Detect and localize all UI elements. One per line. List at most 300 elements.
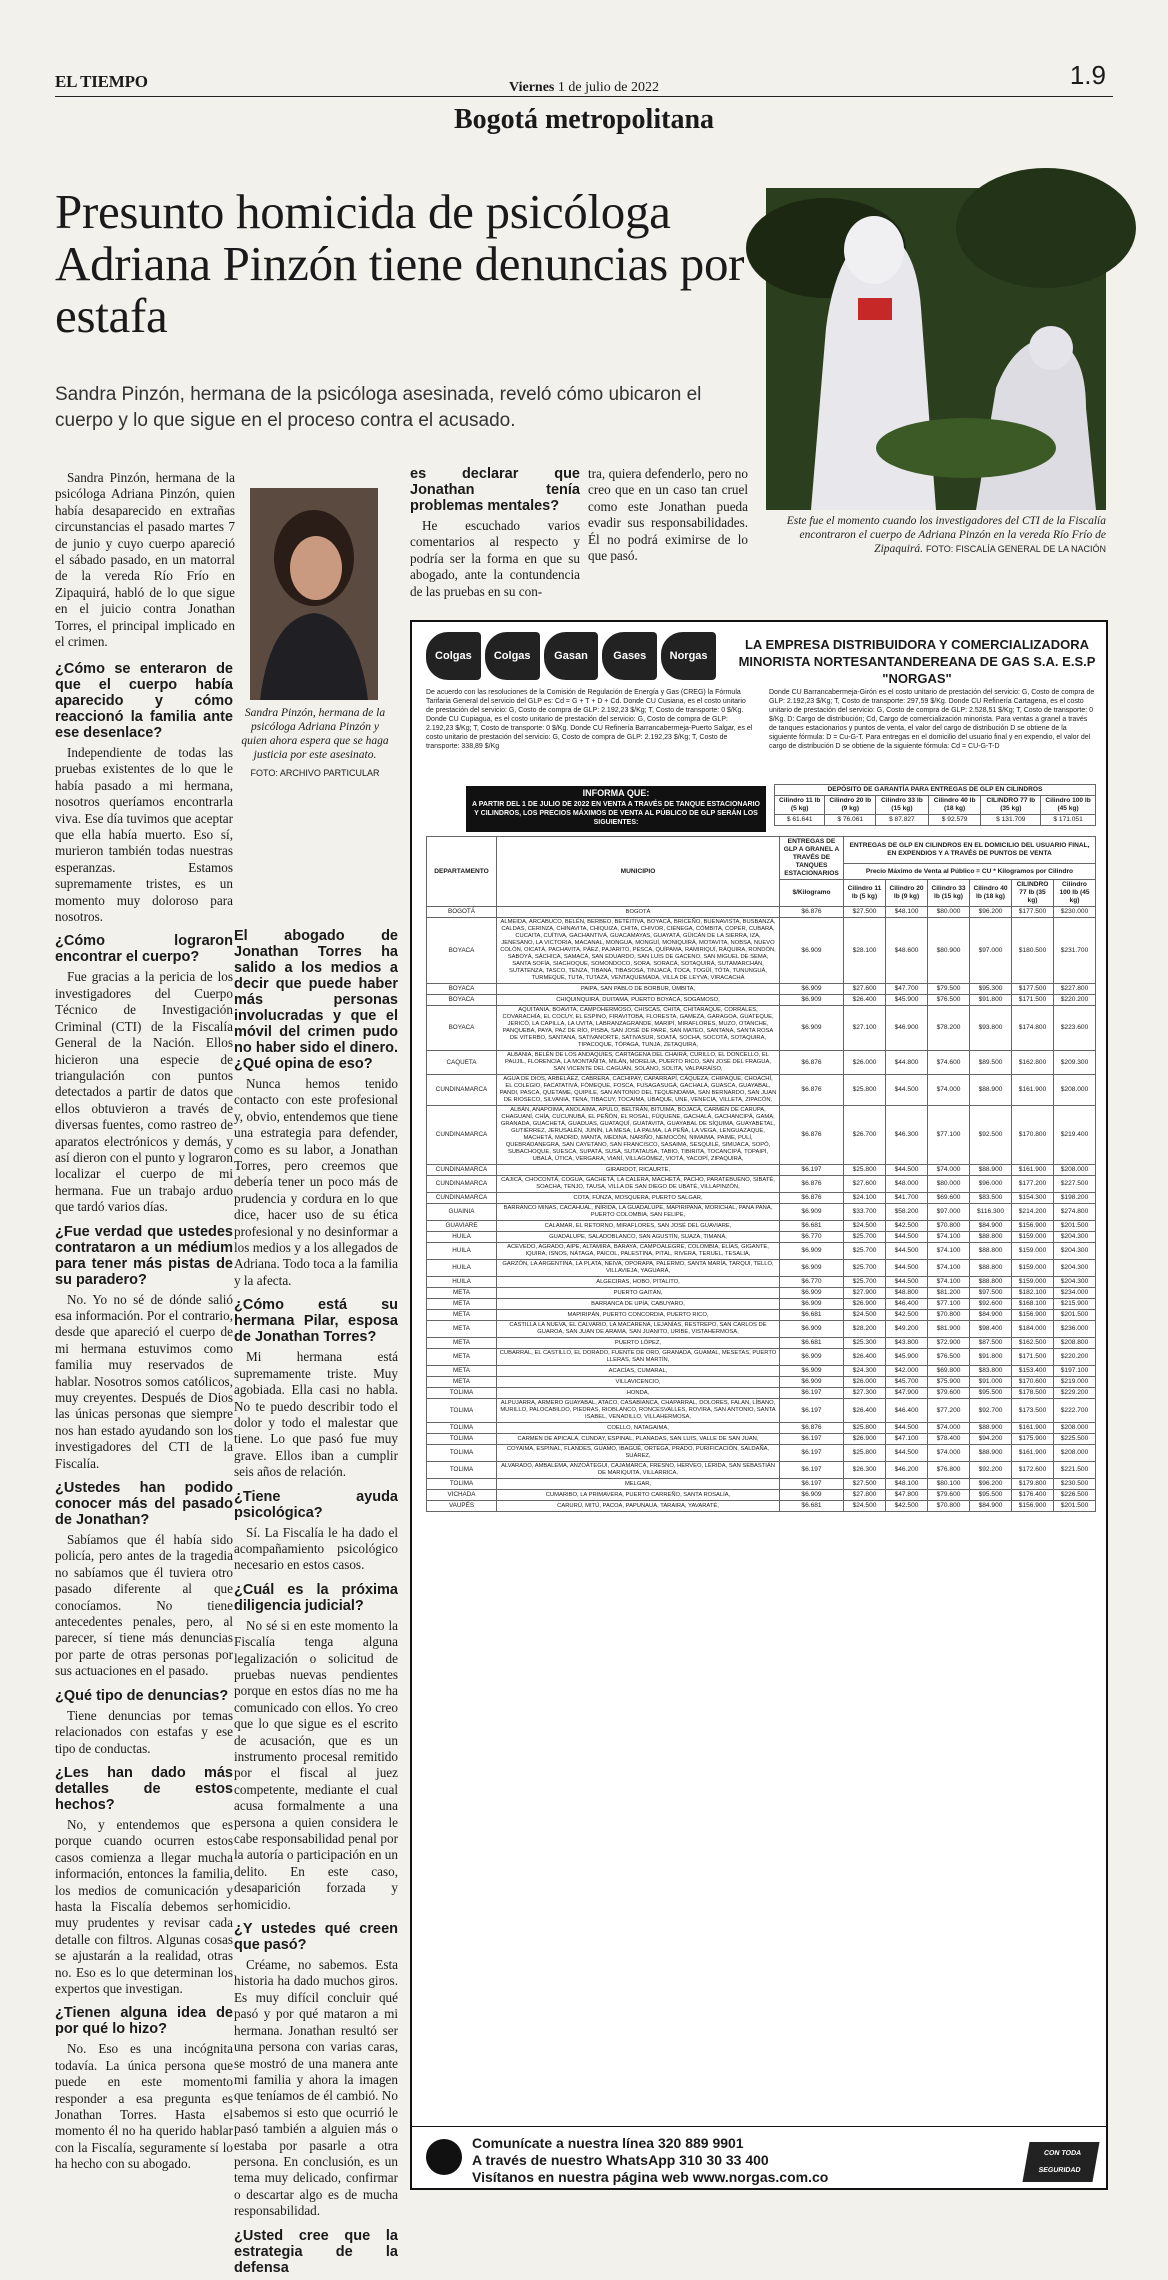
- question: ¿Fue verdad que ustedes contrataron a un médium para tener más pistas de su paradero?: [55, 1223, 233, 1288]
- table-row: [427, 1366, 1096, 1377]
- company-logo: Gases: [602, 632, 657, 680]
- price: $229.200: [1054, 1388, 1096, 1399]
- price: $80.000: [928, 907, 970, 918]
- municipalities: CAJICÁ, CHOCONTÁ, COGUA, GACHETÁ, LA CALERA, MACHETÁ, PACHO, PARATEBUENO, SIBATÉ, SOACHA, TENJO, TAUSA, VILLA DE SAN DIEGO DE UBATÉ, VILLAPINZÓN,: [497, 1176, 780, 1193]
- price: $97.000: [928, 1204, 970, 1221]
- municipality-header: MUNICIPIO: [497, 837, 780, 907]
- article-column-4: [588, 466, 748, 572]
- price: $26.400: [844, 995, 886, 1006]
- price: $72.900: [928, 1338, 970, 1349]
- municipalities: COYAIMA, ESPINAL, FLANDES, GUAMO, IBAGUÉ, ORTEGA, PRADO, PURIFICACIÓN, SALDAÑA, SUÁREZ,: [497, 1445, 780, 1462]
- price: $77.200: [928, 1399, 970, 1423]
- table-row: [427, 1193, 1096, 1204]
- section-title: Bogotá metropolitana: [453, 104, 715, 135]
- price: $162.800: [1012, 1051, 1054, 1075]
- department: TOLIMA: [427, 1399, 497, 1423]
- price: $74.100: [928, 1232, 970, 1243]
- price: $161.900: [1012, 1165, 1054, 1176]
- price: $6.909: [780, 1349, 844, 1366]
- deposit-value: $ 87.827: [876, 815, 929, 826]
- table-row: [427, 1321, 1096, 1338]
- price: $42.500: [886, 1221, 928, 1232]
- price: $87.500: [970, 1338, 1012, 1349]
- department: CUNDINAMARCA: [427, 1106, 497, 1165]
- department: BOYACA: [427, 918, 497, 984]
- price: $76.500: [928, 995, 970, 1006]
- price: $33.700: [844, 1204, 886, 1221]
- price: $177.200: [1012, 1176, 1054, 1193]
- price: $25.800: [844, 1423, 886, 1434]
- price: $236.000: [1054, 1321, 1096, 1338]
- municipalities: BOGOTÁ: [497, 907, 780, 918]
- price: $6.770: [780, 1232, 844, 1243]
- price: $96.200: [970, 907, 1012, 918]
- cylinder-size-header: Cilindro 40 lb (18 kg): [970, 880, 1012, 907]
- question: es declarar que Jonathan tenía problemas mentales?: [410, 466, 580, 514]
- question: ¿Cómo se enteraron de que el cuerpo había aparecido y cómo reaccionó la familia ante ese desenlace?: [55, 661, 233, 741]
- tariff-text-right: Donde CU Barrancabermeja-Girón es el costo unitario de prestación del servicio: G, Costo de compra de GLP: 2.192,23 $/Kg; T, Costo de transporte: 297,59 $/Kg. Donde CU Refinería Cartagena, es el costo unitario de prestación del servicio: G, Costo de compra de GLP: 2.528,51 $/Kg; T, Costo de transporte: 0 $/Kg. D: Cargo de distribución; Cd, Cargo de comercialización minorista. Para ventas a granel a través de tanques estacionarios y puntos de venta, el valor del cargo de distribución D se obtiene de la siguiente fórmula: D = Cu-G-T. Para entregas en el domicilio del usuario final y en expendio, el valor del cargo de distribución D se obtiene de la siguiente fórmula: Cd = CU-G-T-D: [769, 689, 1095, 750]
- price: $274.800: [1054, 1204, 1096, 1221]
- deposit-value: $ 171.051: [1041, 815, 1096, 826]
- deposit-header: Cilindro 100 lb (45 kg): [1041, 796, 1096, 815]
- price: $84.900: [970, 1221, 1012, 1232]
- price: $74.100: [928, 1260, 970, 1277]
- price: $45.900: [886, 1349, 928, 1366]
- price: $92.500: [970, 1106, 1012, 1165]
- price: $220.200: [1054, 995, 1096, 1006]
- price: $182.100: [1012, 1288, 1054, 1299]
- price: $6.909: [780, 918, 844, 984]
- price: $201.500: [1054, 1501, 1096, 1512]
- department: META: [427, 1349, 497, 1366]
- price: $92.600: [970, 1299, 1012, 1310]
- deposit-header: Cilindro 20 lb (9 kg): [825, 796, 876, 815]
- price: $74.000: [928, 1165, 970, 1176]
- price: $47.900: [886, 1388, 928, 1399]
- department: HUILA: [427, 1243, 497, 1260]
- price: $44.500: [886, 1260, 928, 1277]
- price: $80.100: [928, 1479, 970, 1490]
- municipalities: CALAMAR, EL RETORNO, MIRAFLORES, SAN JOSÉ DEL GUAVIARE,: [497, 1221, 780, 1232]
- price: $92.700: [970, 1399, 1012, 1423]
- price: $46.900: [886, 1006, 928, 1051]
- phone-icon: [426, 2139, 462, 2175]
- answer: No. Eso es una incógnita todavía. La única persona que puede en este momento responder a esa pregunta es Jonathan Torres. Hasta el momento él no ha querido hablar con la Fiscalía, seguramente sí lo ha hecho con su abogado.: [55, 2041, 233, 2172]
- table-row: [427, 1299, 1096, 1310]
- price: $198.200: [1054, 1193, 1096, 1204]
- price: $25.800: [844, 1165, 886, 1176]
- price: $208.000: [1054, 1165, 1096, 1176]
- department: TOLIMA: [427, 1434, 497, 1445]
- price: $44.500: [886, 1075, 928, 1106]
- cylinder-size-header: Cilindro 11 lb (5 kg): [844, 880, 886, 907]
- price: $43.800: [886, 1338, 928, 1349]
- price: $97.000: [970, 918, 1012, 984]
- safety-seal: CON TODA SEGURIDAD: [1022, 2142, 1099, 2182]
- municipalities: COTA, FÚNZA, MOSQUERA, PUERTO SALGAR,: [497, 1193, 780, 1204]
- municipalities: AGUA DE DIOS, ARBELÁEZ, CABRERA, CACHIPAY, CAPARRAPÍ, CÁQUEZA, CHIPAQUE, CHOACHÍ, EL COLEGIO, FACATATIVÁ, FÓMEQUE, FOSCA, FUSAGASUGÁ, GACHALÁ, GUASCA, GUAYABAL, PANDI, PASCA, QUETAME, QUIPILE, SAN ANTONIO DEL TEQUENDAMA, SAN BERNARDO, SAN JUAN DE RIOSECO, SILVANIA, TENA, TIBACUY, TOCAIMA, UBAQUE, UNE, VENECIA, VILLETA, ZIPACÓN,: [497, 1075, 780, 1106]
- price: $25.700: [844, 1260, 886, 1277]
- deposit-header: Cilindro 40 lb (18 kg): [928, 796, 981, 815]
- price: $44.500: [886, 1423, 928, 1434]
- price: $76.800: [928, 1462, 970, 1479]
- dept-header: DEPARTAMENTO: [427, 837, 497, 907]
- answer: He escuchado varios comentarios al respecto y podría ser la forma en que su abogado, ante la contundencia de las pruebas en su con-: [410, 518, 580, 599]
- municipalities: VILLAVICENCIO,: [497, 1377, 780, 1388]
- department: GUAVIARE: [427, 1221, 497, 1232]
- price: $156.900: [1012, 1310, 1054, 1321]
- deposit-table: [774, 784, 1096, 826]
- price: $6.909: [780, 1366, 844, 1377]
- price: $95.500: [970, 1388, 1012, 1399]
- deposit-header: Cilindro 11 lb (5 kg): [775, 796, 825, 815]
- price-table: [426, 836, 1096, 1512]
- tariff-formula: [426, 688, 1096, 751]
- department: TOLIMA: [427, 1445, 497, 1462]
- municipalities: CUMARIBO, LA PRIMAVERA, PUERTO CARREÑO, SANTA ROSALÍA,: [497, 1490, 780, 1501]
- municipalities: CASTILLA LA NUEVA, EL CALVARIO, LA MACARENA, LEJANÍAS, RESTREPO, SAN CARLOS DE GUAROA, SAN JUAN DE ARAMA, SAN JUANITO, URIBE, VISTAHERMOSA,: [497, 1321, 780, 1338]
- price: $91.800: [970, 1349, 1012, 1366]
- price: $222.700: [1054, 1399, 1096, 1423]
- price: $171.500: [1012, 1349, 1054, 1366]
- municipalities: ALMEIDA, ARCABUCO, BELÉN, BERBEO, BETÉITIVA, BOYACÁ, BRICEÑO, BUENAVISTA, BUSBANZÁ, CALDAS, CERINZA, CHINAVITA, CHIQUIZA, CHITA, CHIVOR, CIÉNEGA, CÓMBITA, COPER, CUBARÁ, CUCAITA, CUÍTIVA, GACHANTIVÁ, GUACAMAYAS, GUAYATÁ, GÜICÁN DE LA SIERRA, IZA, JENESANO, LA VICTORIA, MACANAL, MONGUA, MONGUÍ, MONIQUIRÁ, MOTAVITA, NOBSA, NUEVO COLÓN, OICATÁ, PACHAVITA, PÁEZ, PAJARITO, PESCA, QUÍPAMA, RAMIRIQUÍ, RÁQUIRA, RONDÓN, SABOYÁ, SÁCHICA, SAMACÁ, SAN EDUARDO, SAN LUIS DE GACENO, SAN MIGUEL DE SEMA, SANTA SOFÍA, SIACHOQUE, SOMONDOCO, SORA, SORACÁ, SOTAQUIRÁ, SUTAMARCHÁN, SUTATENZA, TASCO, TENZA, TIBANÁ, TIBASOSA, TINJACÁ, TOCA, TOGÜÍ, TÓTA, TUNUNGUÁ, TURMEQUÉ, TUTA, TUTAZÁ, VENTAQUEMADA, VILLA DE LEYVA, VIRACACHÁ: [497, 918, 780, 984]
- question: ¿Ustedes han podido conocer más del pasado de Jonathan?: [55, 1480, 233, 1529]
- price: $25.800: [844, 1075, 886, 1106]
- price: $42.500: [886, 1501, 928, 1512]
- table-row: [427, 1434, 1096, 1445]
- price: $81.900: [928, 1321, 970, 1338]
- municipalities: HONDA,: [497, 1388, 780, 1399]
- masthead: EL TIEMPO: [55, 72, 148, 91]
- price: $26.300: [844, 1462, 886, 1479]
- price: $208.000: [1054, 1423, 1096, 1434]
- price: $25.700: [844, 1277, 886, 1288]
- table-row: [427, 1260, 1096, 1277]
- question: ¿Tienen alguna idea de por qué lo hizo?: [55, 2005, 233, 2038]
- price: $25.300: [844, 1338, 886, 1349]
- bulk-unit: $/Kilogramo: [780, 880, 844, 907]
- price: $27.800: [844, 1490, 886, 1501]
- municipalities: GUADALUPE, SALADOBLANCO, SAN AGUSTÍN, SUAZA, TIMANÁ,: [497, 1232, 780, 1243]
- company-logo: Norgas: [661, 632, 716, 680]
- cylinder-size-header: Cilindro 100 lb (45 kg): [1054, 880, 1096, 907]
- price: $95.500: [970, 1490, 1012, 1501]
- price: $97.500: [970, 1288, 1012, 1299]
- answer: Tiene denuncias por temas relacionados con estafas y ese tipo de conductas.: [55, 1707, 233, 1756]
- table-row: [427, 995, 1096, 1006]
- price: $24.100: [844, 1193, 886, 1204]
- table-row: [427, 1204, 1096, 1221]
- price: $26.900: [844, 1434, 886, 1445]
- price: $27.600: [844, 1176, 886, 1193]
- table-row: [427, 1388, 1096, 1399]
- price: $6.876: [780, 1106, 844, 1165]
- price: $6.909: [780, 1243, 844, 1260]
- price: $88.800: [970, 1243, 1012, 1260]
- ad-title: LA EMPRESA DISTRIBUIDORA Y COMERCIALIZADORA MINORISTA NORTESANTANDEREANA DE GAS S.A. E.S.P "NORGAS": [738, 637, 1096, 686]
- table-row: [427, 1232, 1096, 1243]
- price: $25.700: [844, 1232, 886, 1243]
- price: $6.909: [780, 1321, 844, 1338]
- price: $214.200: [1012, 1204, 1054, 1221]
- table-row: [427, 984, 1096, 995]
- company-logo: Gasan: [544, 632, 599, 680]
- municipalities: CHIQUINQUIRÁ, DUITAMA, PUERTO BOYACÁ, SOGAMOSO,: [497, 995, 780, 1006]
- price: $76.500: [928, 1349, 970, 1366]
- department: META: [427, 1366, 497, 1377]
- price: $161.900: [1012, 1445, 1054, 1462]
- price: $44.500: [886, 1243, 928, 1260]
- price: $48.600: [886, 918, 928, 984]
- price: $98.400: [970, 1321, 1012, 1338]
- price: $6.909: [780, 1288, 844, 1299]
- headline: Presunto homicida de psicóloga Adriana Pinzón tiene denuncias por estafa: [55, 184, 745, 343]
- question: ¿Les han dado más detalles de estos hechos?: [55, 1764, 233, 1813]
- table-row: [427, 1501, 1096, 1512]
- price: $46.300: [886, 1106, 928, 1165]
- price: $227.800: [1054, 984, 1096, 995]
- municipalities: ALPUJARRA, ARMERO GUAYABAL, ATACO, CASABIANCA, CHAPARRAL, DOLORES, FALAN, LÍBANO, MURILLO, PALOCABILDO, PIEDRAS, RIOBLANCO, RONCESVALLES, ROVIRA, SAN ANTONIO, SANTA ISABEL, VENADILLO, VILLAHERMOSA,: [497, 1399, 780, 1423]
- price: $95.300: [970, 984, 1012, 995]
- article-column-2: [234, 922, 398, 2280]
- department: BOGOTÁ: [427, 907, 497, 918]
- price: $80.900: [928, 918, 970, 984]
- price: $176.400: [1012, 1490, 1054, 1501]
- price: $231.700: [1054, 918, 1096, 984]
- municipalities: MAPIRIPÁN, PUERTO CONCORDIA, PUERTO RICO,: [497, 1310, 780, 1321]
- price: $46.200: [886, 1462, 928, 1479]
- answer: Independiente de todas las pruebas existentes de lo que le había pasado a mi hermana, nosotros queríamos encontrarla viva. Ese día tuvimos que aceptar que ella había muerto. Eso sí, murieron también todas nuestras esperanzas. Estamos supremamente tristes, es un momento muy doloroso para nosotros.: [55, 745, 233, 925]
- price: $219.400: [1054, 1106, 1096, 1165]
- department: TOLIMA: [427, 1479, 497, 1490]
- price: $24.300: [844, 1366, 886, 1377]
- question: ¿Cómo lograron encontrar el cuerpo?: [55, 933, 233, 966]
- price: $88.800: [970, 1232, 1012, 1243]
- price: $230.000: [1054, 907, 1096, 918]
- price: $27.300: [844, 1388, 886, 1399]
- table-row: [427, 1051, 1096, 1075]
- deposit-value: $ 76.061: [825, 815, 876, 826]
- article-column-3: [410, 466, 580, 608]
- price: $89.500: [970, 1051, 1012, 1075]
- price: $6.876: [780, 1051, 844, 1075]
- cylinder-size-header: Cilindro 20 lb (9 kg): [886, 880, 928, 907]
- table-row: [427, 1399, 1096, 1423]
- price: $48.100: [886, 1479, 928, 1490]
- price: $215.900: [1054, 1299, 1096, 1310]
- price: $6.197: [780, 1434, 844, 1445]
- department: META: [427, 1338, 497, 1349]
- price: $159.000: [1012, 1277, 1054, 1288]
- price: $78.200: [928, 1006, 970, 1051]
- municipalities: PUERTO GAITÁN,: [497, 1288, 780, 1299]
- price: $180.500: [1012, 918, 1054, 984]
- price: $6.197: [780, 1445, 844, 1462]
- department: BOYACA: [427, 995, 497, 1006]
- price: $91.800: [970, 995, 1012, 1006]
- price: $24.500: [844, 1310, 886, 1321]
- price: $221.500: [1054, 1462, 1096, 1479]
- header-rule: [55, 96, 1113, 97]
- price: $6.909: [780, 995, 844, 1006]
- price: $74.100: [928, 1277, 970, 1288]
- department: CUNDINAMARCA: [427, 1075, 497, 1106]
- price: $70.800: [928, 1221, 970, 1232]
- municipalities: BARRANCO MINAS, CACAHUAL, INÍRIDA, LA GUADALUPE, MAPIRIPANA, MORICHAL, PANA PANA, PUERTO COLOMBIA, SAN FELIPE,: [497, 1204, 780, 1221]
- municipalities: PUERTO LÓPEZ,: [497, 1338, 780, 1349]
- price: $83.500: [970, 1193, 1012, 1204]
- price: $46.400: [886, 1399, 928, 1423]
- price: $6.909: [780, 1260, 844, 1277]
- contact-web[interactable]: Visítanos en nuestra página web www.norgas.com.co: [472, 2169, 829, 2185]
- question: El abogado de Jonathan Torres ha salido a los medios a decir que puede haber más personas involucradas y que el móvil del crimen pudo no haber sido el dinero. ¿Qué opina de eso?: [234, 928, 398, 1072]
- answer: Sandra Pinzón, hermana de la psicóloga Adriana Pinzón, quien había desaparecido en extrañas circunstancias el pasado martes 7 de junio y cuyo cuerpo apareció el sábado pasado, en un matorral de la vereda Río Frío en Zipaquirá, habló de lo que sigue en el juicio contra Jonathan Torres, el principal implicado en el crimen.: [55, 470, 235, 650]
- price: $6.197: [780, 1388, 844, 1399]
- table-row: [427, 1462, 1096, 1479]
- deposit-title: DEPÓSITO DE GARANTÍA PARA ENTREGAS DE GLP EN CILINDROS: [775, 785, 1096, 796]
- table-row: [427, 918, 1096, 984]
- municipalities: CARURÚ, MITÚ, PACOA, PAPUNAUA, TARAIRA, YAVARATÉ,: [497, 1501, 780, 1512]
- price: $6.876: [780, 907, 844, 918]
- price: $208.000: [1054, 1445, 1096, 1462]
- price: $77.100: [928, 1299, 970, 1310]
- price: $234.000: [1054, 1288, 1096, 1299]
- price: $208.000: [1054, 1075, 1096, 1106]
- price: $91.000: [970, 1377, 1012, 1388]
- price: $25.800: [844, 1445, 886, 1462]
- price: $204.300: [1054, 1232, 1096, 1243]
- table-row: [427, 1349, 1096, 1366]
- answer: Fue gracias a la pericia de los investigadores del Cuerpo Técnico de Investigación Criminal (CTI) de la Fiscalía General de la Nación. Ellos hicieron una especie de triangulación con puntos detectados a partir de datos que ellos obtuvieron a través de diversas fuentes, como rastreo de aparatos electrónicos y demás, y así dieron con el punto y lograron localizar el cuerpo de mi hermana. Fue un trabajo arduo que tardó varios días.: [55, 969, 233, 1215]
- municipalities: ALGECIRAS, HOBO, PITALITO,: [497, 1277, 780, 1288]
- answer: No sé si en este momento la Fiscalía tenga alguna legalización o solicitud de pruebas nuevas pendientes porque en estos días no me ha comunicado con ellos. Yo creo que lo que sigue es el escrito de acusación, que es un instrumento procesal remitido por el fiscal al juez competente, mediante el cual acusa formalmente a una persona a quien considera le cabe responsabilidad penal por la autoría o participación en un delito. En este caso, desaparición forzada y homicidio.: [234, 1617, 398, 1912]
- price: $6.197: [780, 1399, 844, 1423]
- price: $159.000: [1012, 1260, 1054, 1277]
- page-number: 1.9: [1069, 60, 1106, 90]
- department: BOYACA: [427, 984, 497, 995]
- price: $230.500: [1054, 1479, 1096, 1490]
- price: $6.909: [780, 1299, 844, 1310]
- department: HUILA: [427, 1232, 497, 1243]
- municipalities: ALBÁN, ANAPOIMA, ANOLAIMA, APULO, BELTRÁN, BITUIMA, BOJACÁ, CARMEN DE CARUPA, CHAGUANÍ, CHÍA, CUCUNUBÁ, EL PEÑÓN, EL ROSAL, FÚQUENE, GACHALÁ, GACHANCIPÁ, GAMA, GRANADA, GUACHETÁ, GUADUAS, GUATAQUÍ, GUATAVITA, GUAYABAL DE SÍQUIMA, GUAYABETAL, GUTIÉRREZ, JERUSALÉN, JUNÍN, LA MESA, LA PALMA, LA PEÑA, LA VEGA, LENGUAZAQUE, MACHETÁ, MADRID, MANTA, MEDINA, NARIÑO, NEMOCÓN, NIMAIMA, PAIME, PULÍ, QUEBRADANEGRA, SAN CAYETANO, SAN FRANCISCO, SASAIMA, SESQUILÉ, SIMIJACA, SOPÓ, SUBACHOQUE, SUESCA, SUPATÁ, SUSA, SUTATAUSA, TABIO, TIBIRITA, TOCANCIPÁ, TOPAIPÍ, UBALÁ, ÚTICA, VERGARA, VIANÍ, VILLAGÓMEZ, VIOTÁ, YACOPÍ, ZIPAQUIRÁ,: [497, 1106, 780, 1165]
- price: $6.197: [780, 1165, 844, 1176]
- price: $27.100: [844, 1006, 886, 1051]
- municipalities: COELLO, NATAGAIMA,: [497, 1423, 780, 1434]
- price: $74.600: [928, 1051, 970, 1075]
- price: $84.900: [970, 1501, 1012, 1512]
- tariff-text-left: De acuerdo con las resoluciones de la Comisión de Regulación de Energía y Gas (CREG) la Fórmula Tarifaria General del servicio del GLP es: Cd = G + T + D + Cd. Donde CU Cusiana, es el costo unitario de prestación del servicio: G, Costo de compra de GLP: 2.192,23 $/Kg; T, Costo de transporte: 0 $/Kg. Donde CU Cupiagua, es el costo unitario de prestación del servicio: G, Costo de compra de GLP: 2.192,23 $/Kg; T, Costo de transporte: 0 $/Kg. Donde CU Refinería Barrancabermeja-Puerto Salgar, es el costo unitario de prestación del servicio: G, Costo de compra de GLP: 2.192,23 $/Kg; T, Costo de transporte: 338,89 $/Kg: [426, 689, 753, 750]
- question: ¿Usted cree que la estrategia de la defensa: [234, 2227, 398, 2276]
- norgas-price-ad: [410, 620, 1108, 2190]
- municipalities: GARZÓN, LA ARGENTINA, LA PLATA, NEIVA, OPORAPA, PALERMO, SANTA MARÍA, TARQUI, TELLO, VILLAVIEJA, YAGUARÁ,: [497, 1260, 780, 1277]
- price: $78.400: [928, 1434, 970, 1445]
- department: HUILA: [427, 1260, 497, 1277]
- table-row: [427, 1165, 1096, 1176]
- price: $70.800: [928, 1501, 970, 1512]
- price: $88.900: [970, 1075, 1012, 1106]
- department: CUNDINAMARCA: [427, 1176, 497, 1193]
- department: CUNDINAMARCA: [427, 1165, 497, 1176]
- price: $25.700: [844, 1243, 886, 1260]
- company-logo: Colgas: [426, 632, 481, 680]
- price: $96.200: [970, 1479, 1012, 1490]
- price: $153.400: [1012, 1366, 1054, 1377]
- price: $47.100: [886, 1434, 928, 1445]
- bulk-header: ENTREGAS DE GLP A GRANEL A TRAVÉS DE TANQUES ESTACIONARIOS: [780, 837, 844, 880]
- price: $27.600: [844, 984, 886, 995]
- price: $6.876: [780, 1075, 844, 1106]
- table-row: [427, 1243, 1096, 1260]
- price: $208.800: [1054, 1338, 1096, 1349]
- table-row: [427, 1288, 1096, 1299]
- municipalities: GIRARDOT, RICAURTE,: [497, 1165, 780, 1176]
- price: $27.900: [844, 1288, 886, 1299]
- price: $156.900: [1012, 1501, 1054, 1512]
- price: $42.000: [886, 1366, 928, 1377]
- price: $171.500: [1012, 995, 1054, 1006]
- price: $42.500: [886, 1310, 928, 1321]
- table-row: [427, 1006, 1096, 1051]
- price: $6.909: [780, 1377, 844, 1388]
- price: $6.909: [780, 1006, 844, 1051]
- price: $93.800: [970, 1006, 1012, 1051]
- price: $44.500: [886, 1232, 928, 1243]
- answer: No, y entendemos que es porque cuando ocurren estos casos comienza a llegar mucha información, entonces la familia, los medios de comunicación y hasta la Fiscalía debemos ser muy prudentes y revisar cada detalle con filtros. Algunas cosas se ajustarán a la realidad, otras no. Eso es lo que determinan los expertos que investigan.: [55, 1816, 233, 1996]
- price: $26.000: [844, 1051, 886, 1075]
- main-photo: [766, 188, 1106, 510]
- table-row: [427, 1445, 1096, 1462]
- price: $226.500: [1054, 1490, 1096, 1501]
- price: $6.681: [780, 1310, 844, 1321]
- price: $27.500: [844, 1479, 886, 1490]
- table-row: [427, 1221, 1096, 1232]
- department: META: [427, 1377, 497, 1388]
- price: $197.100: [1054, 1366, 1096, 1377]
- municipalities: ACEVEDO, AGRADO, AIPE, ALTAMIRA, BARAYA, CAMPOALEGRE, COLOMBIA, ELÍAS, GIGANTE, IQUIRA, ISNOS, NÁTAGA, PAICOL, PALESTINA, PITAL, RIVERA, TERUEL, TESALIA,: [497, 1243, 780, 1260]
- answer: No. Yo no sé de dónde salió esa información. Por el contrario, desde que apareció el cuerpo de mi hermana estuvimos como familia muy reservados de hablar. Nosotros somos católicos, muy creyentes. Después de Dios las únicas personas que siempre nos han estado ayudando son los investigadores del CTI de la Fiscalía.: [55, 1291, 233, 1471]
- price: $44.500: [886, 1277, 928, 1288]
- price: $6.909: [780, 1490, 844, 1501]
- ad-contact: [412, 2126, 1106, 2188]
- price: $28.100: [844, 918, 886, 984]
- price: $168.100: [1012, 1299, 1054, 1310]
- price: $161.900: [1012, 1075, 1054, 1106]
- price: $223.600: [1054, 1006, 1096, 1051]
- department: GUAINIA: [427, 1204, 497, 1221]
- price: $116.300: [970, 1204, 1012, 1221]
- municipalities: ACACÍAS, CUMARAL,: [497, 1366, 780, 1377]
- municipalities: ALVARADO, AMBALEMA, ANZOÁTEGUI, CAJAMARCA, FRESNO, HERVEO, LÉRIDA, SAN SEBASTIÁN DE MARIQUITA, VILLARRICA,: [497, 1462, 780, 1479]
- price: $83.800: [970, 1366, 1012, 1377]
- price: $26.700: [844, 1106, 886, 1165]
- municipalities: MELGAR,: [497, 1479, 780, 1490]
- question: ¿Tiene ayuda psicológica?: [234, 1488, 398, 1521]
- department: TOLIMA: [427, 1388, 497, 1399]
- price: $74.100: [928, 1243, 970, 1260]
- price: $80.000: [928, 1176, 970, 1193]
- price: $79.600: [928, 1490, 970, 1501]
- main-photo-caption: Este fue el momento cuando los investigadores del CTI de la Fiscalía encontraron el cuerpo de Adriana Pinzón en la vereda Río Frío de Zipaquirá. FOTO: FISCALÍA GENERAL DE LA NACIÓN: [786, 515, 1106, 555]
- department: CUNDINAMARCA: [427, 1193, 497, 1204]
- price: $24.500: [844, 1221, 886, 1232]
- portrait-photo: [250, 488, 378, 700]
- table-row: [427, 1423, 1096, 1434]
- price: $81.200: [928, 1288, 970, 1299]
- price: $6.681: [780, 1221, 844, 1232]
- price: $184.000: [1012, 1321, 1054, 1338]
- company-logo: Colgas: [485, 632, 540, 680]
- municipalities: AQUITANIA, BOAVITA, CAMPOHERMOSO, CHISCAS, CHITA, CHITARAQUE, CORRALES, COVARACHÍA, EL COCUY, EL ESPINO, FIRAVITOBA, FLORESTA, GAMEZA, GARAGOA, GUATEQUE, JERICÓ, LA CAPILLA, LA UVITA, LABRANZAGRANDE, MARIPÍ, MIRAFLORES, MUZO, OTANCHE, PANQUEBA, PAYA, PAZ DE RÍO, PISBA, SAN JOSÉ DE PARE, SAN MATEO, SANTANA, SANTA ROSA DE VITERBO, SANTANA, SATIVANORTE, SATIVASUR, SOATÁ, SOCHA, SOCOTÁ, SOTAQUIRA, TIPACOQUE, TÓPAGA, TUNJA, ZETAQUIRA,: [497, 1006, 780, 1051]
